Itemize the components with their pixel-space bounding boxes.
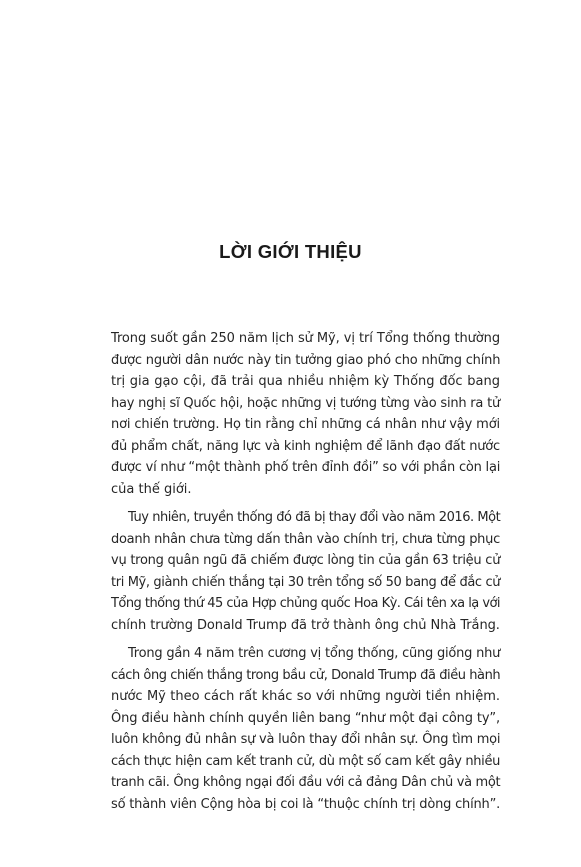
paragraph-1: [111, 328, 500, 500]
text-line: vụ trong quân ngũ đã chiếm được lòng tin của gần 63 triệu cử: [111, 553, 501, 568]
text-line: doanh nhân chưa từng dấn thân vào chính trị, chưa từng phục: [111, 531, 500, 547]
text-line: được ví như “một thành phố trên đỉnh đồi” so với phần còn lại: [111, 460, 501, 475]
page-title: LỜI GIỚI THIỆU: [219, 241, 362, 262]
text-line: số thành viên Cộng hòa bị coi là “thuộc chính trị dòng chính”.: [111, 796, 501, 812]
text-line: Tuy nhiên, truyền thống đó đã bị thay đổi vào năm 2016. Một: [128, 510, 501, 525]
text-line: nơi chiến trường. Họ tin rằng chỉ những cá nhân như vậy mới: [111, 417, 501, 432]
text-line: được người dân nước này tin tưởng giao phó cho những chính: [111, 352, 501, 368]
text-line: hay nghị sĩ Quốc hội, hoặc những vị tướng từng vào sinh ra tử: [111, 395, 500, 411]
text-line: của thế giới.: [111, 481, 192, 497]
text-line: luôn không đủ nhân sự và luôn thay đổi nhân sự. Ông tìm mọi: [111, 732, 501, 747]
paragraph-3: [111, 643, 500, 815]
text-line: tri Mỹ, giành chiến thắng tại 30 trên tổng số 50 bang để đắc cử: [111, 574, 501, 590]
text-line: Trong gần 4 năm trên cương vị tổng thống, cũng giống như: [128, 646, 501, 661]
text-line: chính trường Donald Trump đã trở thành ông chủ Nhà Trắng.: [111, 617, 500, 633]
text-line: đủ phẩm chất, năng lực và kinh nghiệm để lãnh đạo đất nước: [111, 438, 500, 454]
text-line: trị gia gạo cội, đã trải qua nhiều nhiệm kỳ Thống đốc bang: [111, 374, 500, 389]
paragraph-2: [111, 507, 500, 636]
text-line: cách thực hiện cam kết tranh cử, dù một số cam kết gây nhiều: [111, 753, 501, 769]
body-text: [111, 328, 500, 822]
text-line: tranh cãi. Ông không ngại đối đầu với cả đảng Dân chủ và một: [111, 775, 501, 790]
text-line: nước Mỹ theo cách rất khác so với những người tiền nhiệm.: [111, 689, 500, 704]
text-line: Ông điều hành chính quyền liên bang “như một đại công ty”,: [111, 710, 501, 726]
text-line: Tổng thống thứ 45 của Hợp chủng quốc Hoa Kỳ. Cái tên xa lạ với: [111, 596, 500, 611]
text-line: cách ông chiến thắng trong bầu cử, Donald Trump đã điều hành: [111, 667, 501, 683]
text-line: Trong suốt gần 250 năm lịch sử Mỹ, vị trí Tổng thống thường: [111, 331, 500, 346]
